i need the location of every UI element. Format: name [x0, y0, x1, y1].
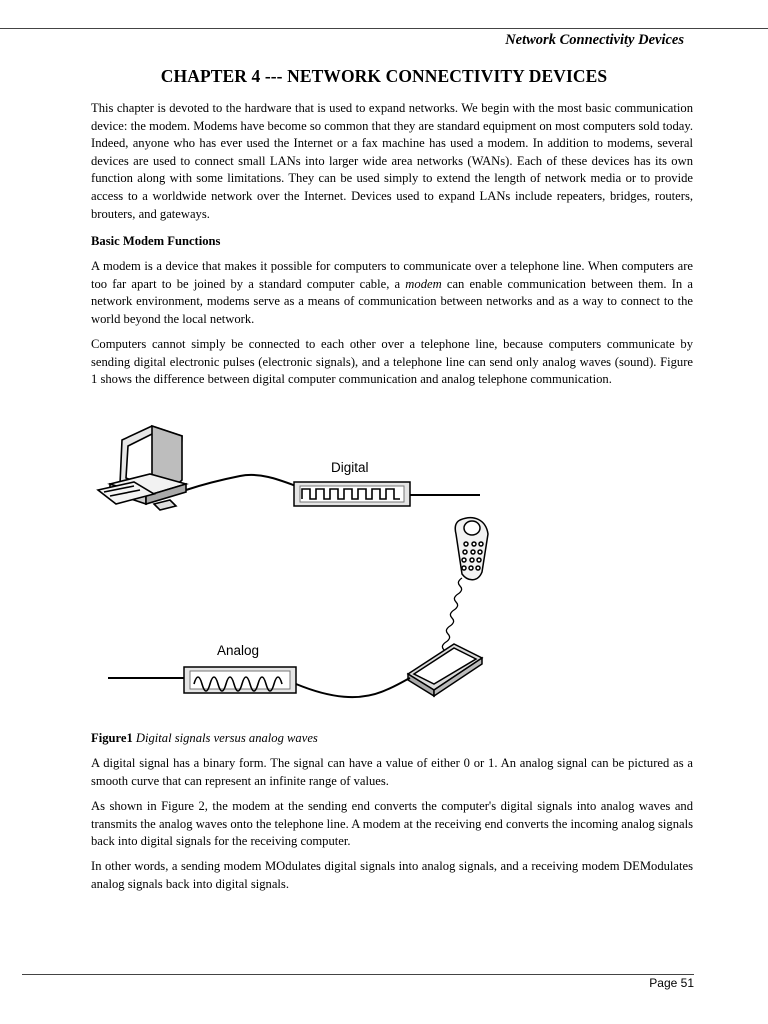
intro-paragraph: This chapter is devoted to the hardware that is used to expand networks. We begin with the most basic communication device: the modem. Modems have become so common that they are standard equipment on most computers sold today. Indeed, anyone who has ever used the Internet or a fax machine has used a modem. In addition to modems, several devices are used to connect small LANs into larger wide area networks (WANs). Each of these devices has its own function along with some limitations. They can be used simply to extend the length of network media or to provide access to a worldwide network over the Internet. Devices used to expand LANs include repeaters, bridges, routers, brouters, and gateways. [91, 101, 693, 221]
binary-paragraph: A digital signal has a binary form. The signal can have a value of either 0 or 1. An analog signal can be pictured as a smooth curve that can represent an infinite range of values. [91, 756, 693, 788]
modem-heading-block [91, 233, 693, 251]
modem-definition-paragraph [91, 258, 693, 328]
page-number: Page 51 [649, 976, 694, 990]
demod-paragraph: In other words, a sending modem MOdulates digital signals into analog signals, and a receiving modem DEModulates analog signals back into digital signals. [91, 859, 693, 891]
figure-caption-text: Digital signals versus analog waves [135, 731, 318, 745]
figure-caption [91, 731, 318, 746]
telephone-base-icon [408, 644, 482, 696]
analog-label: Analog [217, 643, 260, 658]
binary-block [91, 755, 693, 790]
section-heading: Basic Modem Functions [91, 234, 221, 248]
figure-number: Figure1 [91, 731, 133, 745]
figure2-block [91, 798, 693, 851]
digital-signal-box [294, 482, 410, 506]
demod-block [91, 858, 693, 893]
header-rule [0, 28, 768, 29]
modem-def-text-b: can enable communication between them. In a network environment, modems serve as a means of communication between networks and as a way to connect to the world beyond the local network. [91, 276, 693, 326]
running-header: Network Connectivity Devices [505, 32, 684, 48]
computer-icon [98, 426, 186, 510]
modem-definition-block [91, 258, 693, 328]
telephone-handset-icon [455, 518, 488, 580]
figure-digital-analog [90, 422, 510, 712]
signals-block [91, 336, 693, 389]
figure2-paragraph: As shown in Figure 2, the modem at the sending end converts the computer's digital signals into analog waves and transmits the analog waves onto the telephone line. A modem at the receiving end converts the incoming analog signals back into digital signals for the receiving computer. [91, 799, 693, 849]
digital-cable-left [186, 475, 296, 490]
analog-cable-right [296, 678, 410, 697]
analog-signal-box [184, 667, 296, 693]
modem-def-emphasis: modem [405, 276, 442, 291]
chapter-title: CHAPTER 4 --- NETWORK CONNECTIVITY DEVICES [160, 66, 608, 86]
modem-def-text-a: A modem is a device that makes it possible for computers to communicate over a telephone line. When computers are too far apart to be joined by a standard computer cable, a [91, 259, 693, 291]
digital-label: Digital [331, 460, 369, 475]
footer-rule [22, 974, 694, 975]
intro-block [91, 100, 693, 223]
signals-paragraph: Computers cannot simply be connected to each other over a telephone line, because computers communicate by sending digital electronic pulses (electronic signals), and a telephone line can send only analog waves (sound). Figure 1 shows the difference between digital computer communication and analog telephone communication. [91, 337, 693, 387]
